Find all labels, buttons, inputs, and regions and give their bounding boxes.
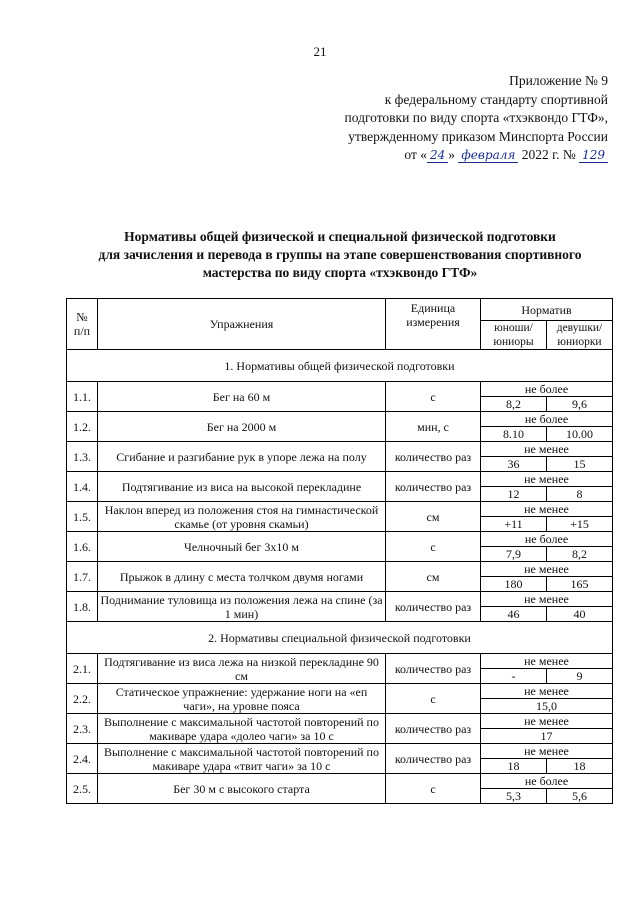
row-exercise: Прыжок в длину с места толчком двумя ногами bbox=[98, 562, 386, 592]
row-value-girls: 9,6 bbox=[547, 397, 613, 412]
row-unit: с bbox=[386, 774, 481, 804]
row-number: 1.4. bbox=[67, 472, 98, 502]
row-unit: с bbox=[386, 382, 481, 412]
row-unit: см bbox=[386, 562, 481, 592]
table-row bbox=[67, 714, 613, 729]
row-number: 1.8. bbox=[67, 592, 98, 622]
table-row bbox=[67, 442, 613, 457]
section-row bbox=[67, 622, 613, 654]
appendix-date-line: от « 24 » февраля 2022 г. № 129 bbox=[344, 146, 608, 165]
row-number: 2.3. bbox=[67, 714, 98, 744]
row-value-boys: 12 bbox=[481, 487, 547, 502]
row-value-girls: 165 bbox=[547, 577, 613, 592]
row-condition: не более bbox=[481, 532, 613, 547]
header-norm: Норматив bbox=[481, 299, 613, 321]
row-unit: с bbox=[386, 532, 481, 562]
row-condition: не менее bbox=[481, 744, 613, 759]
row-exercise: Подтягивание из виса лежа на низкой перекладине 90 см bbox=[98, 654, 386, 684]
row-condition: не менее bbox=[481, 654, 613, 669]
row-value-boys: 36 bbox=[481, 457, 547, 472]
table-row bbox=[67, 472, 613, 487]
table-row bbox=[67, 382, 613, 397]
row-value-boys: 7,9 bbox=[481, 547, 547, 562]
row-exercise: Выполнение с максимальной частотой повторений по макиваре удара «долео чаги» за 10 с bbox=[98, 714, 386, 744]
row-value-girls: 8 bbox=[547, 487, 613, 502]
appendix-line: утвержденному приказом Минспорта России bbox=[348, 128, 608, 144]
row-unit: мин, с bbox=[386, 412, 481, 442]
row-unit: см bbox=[386, 502, 481, 532]
row-number: 2.2. bbox=[67, 684, 98, 714]
row-condition: не менее bbox=[481, 684, 613, 699]
header-unit: Единица измерения bbox=[386, 299, 481, 350]
table-row bbox=[67, 774, 613, 789]
row-number: 1.5. bbox=[67, 502, 98, 532]
row-exercise: Выполнение с максимальной частотой повторений по макиваре удара «твит чаги» за 10 с bbox=[98, 744, 386, 774]
header-girls: девушки/ юниорки bbox=[547, 321, 613, 350]
row-number: 1.3. bbox=[67, 442, 98, 472]
row-number: 1.7. bbox=[67, 562, 98, 592]
row-value-girls: 15 bbox=[547, 457, 613, 472]
row-value-boys: - bbox=[481, 669, 547, 684]
row-unit: количество раз bbox=[386, 472, 481, 502]
document-title: Нормативы общей физической и специальной физической подготовки для зачисления и перевода в группы на этапе совершенствования спортивного мастерства по виду спорта «тхэквондо ГТФ» bbox=[98, 229, 582, 280]
section-title: 2. Нормативы специальной физической подготовки bbox=[67, 622, 613, 654]
header-exercise: Упражнения bbox=[98, 299, 386, 350]
header-boys: юноши/ юниоры bbox=[481, 321, 547, 350]
row-number: 2.4. bbox=[67, 744, 98, 774]
row-condition: не менее bbox=[481, 714, 613, 729]
row-condition: не более bbox=[481, 774, 613, 789]
header-num: № п/п bbox=[67, 299, 98, 350]
row-exercise: Статическое упражнение: удержание ноги на «еп чаги», на уровне пояса bbox=[98, 684, 386, 714]
appendix-line: подготовки по виду спорта «тхэквондо ГТФ», bbox=[344, 110, 608, 125]
row-exercise: Подтягивание из виса на высокой перекладине bbox=[98, 472, 386, 502]
row-number: 1.2. bbox=[67, 412, 98, 442]
table-row bbox=[67, 502, 613, 517]
row-exercise: Поднимание туловища из положения лежа на спине (за 1 мин) bbox=[98, 592, 386, 622]
row-number: 2.5. bbox=[67, 774, 98, 804]
handwritten-order-number: 129 bbox=[579, 148, 608, 163]
row-unit: количество раз bbox=[386, 654, 481, 684]
row-condition: не менее bbox=[481, 592, 613, 607]
row-number: 1.1. bbox=[67, 382, 98, 412]
row-exercise: Сгибание и разгибание рук в упоре лежа на полу bbox=[98, 442, 386, 472]
row-value-girls: 18 bbox=[547, 759, 613, 774]
table-row bbox=[67, 532, 613, 547]
row-number: 2.1. bbox=[67, 654, 98, 684]
row-value-both: 17 bbox=[481, 729, 613, 744]
section-title: 1. Нормативы общей физической подготовки bbox=[67, 350, 613, 382]
row-value-girls: 9 bbox=[547, 669, 613, 684]
row-exercise: Бег на 2000 м bbox=[98, 412, 386, 442]
row-condition: не менее bbox=[481, 502, 613, 517]
row-value-girls: +15 bbox=[547, 517, 613, 532]
row-value-boys: +11 bbox=[481, 517, 547, 532]
row-value-girls: 8,2 bbox=[547, 547, 613, 562]
row-value-boys: 46 bbox=[481, 607, 547, 622]
table-row bbox=[67, 684, 613, 699]
handwritten-month: февраля bbox=[458, 148, 518, 163]
row-value-boys: 18 bbox=[481, 759, 547, 774]
row-condition: не более bbox=[481, 382, 613, 397]
row-condition: не менее bbox=[481, 562, 613, 577]
row-unit: количество раз bbox=[386, 714, 481, 744]
row-exercise: Наклон вперед из положения стоя на гимнастической скамье (от уровня скамьи) bbox=[98, 502, 386, 532]
table-row bbox=[67, 592, 613, 607]
row-exercise: Бег на 60 м bbox=[98, 382, 386, 412]
appendix-title: Приложение № 9 bbox=[509, 73, 608, 88]
row-value-girls: 40 bbox=[547, 607, 613, 622]
row-unit: количество раз bbox=[386, 744, 481, 774]
row-value-boys: 8.10 bbox=[481, 427, 547, 442]
table-row bbox=[67, 654, 613, 669]
norms-table bbox=[66, 298, 613, 804]
row-value-boys: 5,3 bbox=[481, 789, 547, 804]
table-row bbox=[67, 744, 613, 759]
row-exercise: Бег 30 м с высокого старта bbox=[98, 774, 386, 804]
table-row bbox=[67, 412, 613, 427]
row-condition: не менее bbox=[481, 472, 613, 487]
row-value-girls: 10.00 bbox=[547, 427, 613, 442]
row-value-both: 15,0 bbox=[481, 699, 613, 714]
row-value-boys: 8,2 bbox=[481, 397, 547, 412]
row-exercise: Челночный бег 3х10 м bbox=[98, 532, 386, 562]
row-unit: количество раз bbox=[386, 442, 481, 472]
row-value-boys: 180 bbox=[481, 577, 547, 592]
row-number: 1.6. bbox=[67, 532, 98, 562]
row-unit: с bbox=[386, 684, 481, 714]
row-condition: не менее bbox=[481, 442, 613, 457]
table-row bbox=[67, 562, 613, 577]
row-unit: количество раз bbox=[386, 592, 481, 622]
appendix-header bbox=[344, 72, 608, 165]
appendix-line: к федеральному стандарту спортивной bbox=[384, 91, 608, 107]
row-condition: не более bbox=[481, 412, 613, 427]
row-value-girls: 5,6 bbox=[547, 789, 613, 804]
handwritten-day: 24 bbox=[427, 148, 448, 163]
page-number: 21 bbox=[313, 44, 327, 59]
